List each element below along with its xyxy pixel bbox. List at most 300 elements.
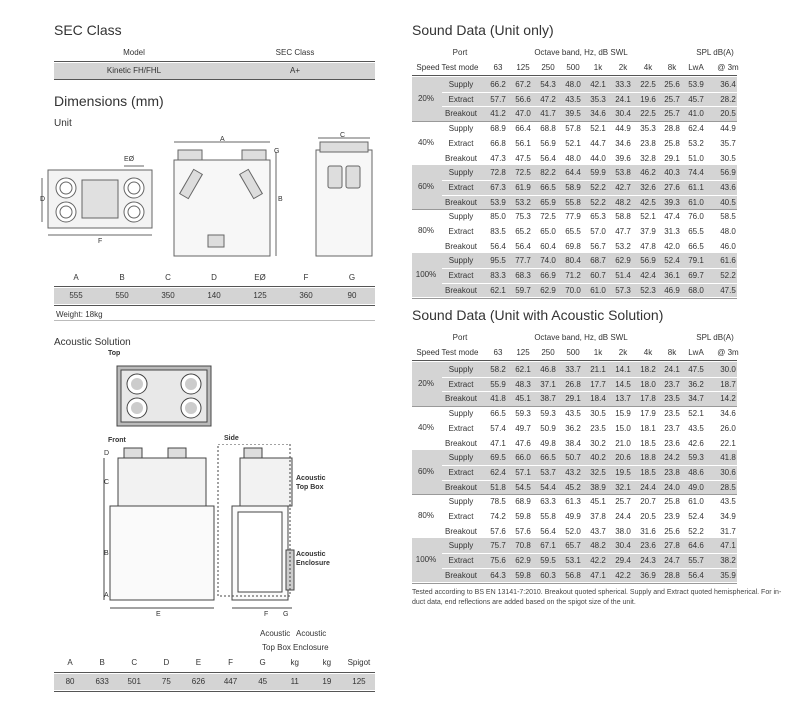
sound-value: 56.4 <box>688 570 704 580</box>
sound-value: 42.2 <box>615 570 631 580</box>
sound-value: 71.2 <box>565 271 581 281</box>
dim-value: 140 <box>207 291 221 300</box>
row-divider <box>442 106 737 107</box>
row-divider <box>442 136 737 137</box>
acoustic-hdr-top1: Acoustic <box>260 629 291 638</box>
sound-value: 57.1 <box>515 467 531 477</box>
sound-value: 37.8 <box>590 512 606 521</box>
sound-value: 51.4 <box>615 271 631 281</box>
sound-value: 25.8 <box>664 497 680 507</box>
group-divider <box>412 583 737 584</box>
sound-value: 20.5 <box>640 512 656 521</box>
sound-value: 53.9 <box>688 80 704 89</box>
test-mode-label: Supply <box>448 256 474 266</box>
sound-value: 23.6 <box>640 541 656 551</box>
sound-value: 42.4 <box>640 271 656 281</box>
sound-value: 52.1 <box>688 409 704 419</box>
sound-value: 82.2 <box>540 168 556 178</box>
sound-value: 51.0 <box>688 153 704 163</box>
acoustic-letter-a: A <box>104 592 109 599</box>
acoustic-letter-d: D <box>104 450 110 457</box>
sound-band-header: @ 3m <box>717 348 739 357</box>
dim-value: 125 <box>253 291 267 300</box>
sound-port-header: Port <box>452 48 468 57</box>
sound-value: 23.6 <box>664 438 680 448</box>
sound-value: 37.9 <box>640 227 656 236</box>
acoustic-value: 75 <box>161 677 171 686</box>
sound-value: 47.2 <box>540 94 556 104</box>
test-mode-label: Supply <box>448 541 474 551</box>
sound-value: 44.0 <box>590 153 606 163</box>
dim-letter-f: F <box>98 238 103 245</box>
sound-value: 17.8 <box>640 394 656 404</box>
acoustic-header: F <box>228 658 233 667</box>
sound-band-header: 4k <box>643 63 653 72</box>
acoustic-letter-b: B <box>104 550 109 557</box>
dim-letter-d: D <box>40 196 46 203</box>
sound-value: 72.5 <box>515 168 531 178</box>
acoustic-letter-e: E <box>156 611 161 618</box>
sound-value: 41.7 <box>540 109 556 119</box>
row-divider <box>442 224 737 225</box>
sound-value: 66.0 <box>515 453 531 463</box>
sound-band-header: 250 <box>541 348 555 357</box>
acoustic-letter-g: G <box>283 611 289 618</box>
sound-value: 59.8 <box>515 570 531 580</box>
speed-label: 20% <box>417 379 434 389</box>
acoustic-value: 447 <box>223 677 238 686</box>
dim-header: B <box>119 273 125 282</box>
sound-value: 25.6 <box>664 80 680 89</box>
sound-value: 18.2 <box>640 365 656 374</box>
group-divider <box>412 298 737 299</box>
sound-value: 23.5 <box>664 394 680 404</box>
sound-value: 36.2 <box>565 423 581 433</box>
row-divider <box>442 509 737 510</box>
sound-value: 68.9 <box>490 124 506 134</box>
sound-value: 14.5 <box>615 379 631 389</box>
dim-value: 350 <box>161 291 175 300</box>
sound-value: 38.7 <box>540 394 556 404</box>
sound-value: 52.1 <box>590 124 606 134</box>
sound-value: 53.7 <box>540 467 556 477</box>
acoustic-header: B <box>99 658 105 667</box>
sec-class-value: A+ <box>289 66 300 75</box>
sound-value: 32.5 <box>590 467 606 477</box>
sound-value: 18.8 <box>640 453 656 463</box>
test-mode-label: Extract <box>448 182 474 192</box>
sound-value: 39.5 <box>565 109 581 119</box>
sound-value: 58.2 <box>490 365 506 374</box>
test-mode-label: Breakout <box>444 241 478 251</box>
sound-value: 34.6 <box>720 409 736 419</box>
sound-value: 77.7 <box>515 256 531 266</box>
sec-model-value: Kinetic FH/FHL <box>106 66 162 75</box>
sound-value: 85.0 <box>490 212 506 222</box>
sound-value: 23.9 <box>664 512 680 521</box>
test-mode-label: Breakout <box>444 197 478 207</box>
sound-value: 49.9 <box>565 512 581 521</box>
dim-value: 90 <box>347 291 357 300</box>
unit-side-view <box>316 138 372 256</box>
sound-value: 47.1 <box>720 541 736 551</box>
sound-speed-header: Speed <box>416 348 440 357</box>
divider <box>54 286 375 287</box>
sound-value: 26.8 <box>565 379 581 389</box>
row-divider <box>442 436 737 437</box>
sound-value: 42.0 <box>664 241 680 251</box>
acoustic-value: 19 <box>322 677 332 686</box>
sound-value: 52.0 <box>565 526 581 536</box>
sound-test-header: Test mode <box>441 63 479 72</box>
sound-value: 55.9 <box>490 379 506 389</box>
sound-value: 48.3 <box>515 379 531 389</box>
sound-value: 25.7 <box>664 109 680 119</box>
dim-header-row <box>54 273 375 285</box>
sound-value: 36.2 <box>688 379 704 389</box>
sound-value: 52.4 <box>664 256 680 266</box>
sound-value: 59.8 <box>515 512 531 521</box>
divider <box>412 360 737 361</box>
sound-value: 41.8 <box>490 394 506 404</box>
sound-value: 29.4 <box>615 556 631 566</box>
sound-value: 37.1 <box>540 379 556 389</box>
sound-value: 23.5 <box>590 423 606 433</box>
sound-value: 18.1 <box>640 423 656 433</box>
sound-value: 55.7 <box>688 556 704 566</box>
sound-value: 43.5 <box>565 94 581 104</box>
sound-value: 28.2 <box>720 94 736 104</box>
sound-value: 26.0 <box>720 423 736 433</box>
sound-value: 40.2 <box>590 453 606 463</box>
sound-value: 62.9 <box>615 256 631 266</box>
sound-value: 54.5 <box>515 482 531 492</box>
sound-value: 30.0 <box>720 365 736 374</box>
dim-letter-a: A <box>220 136 225 143</box>
row-divider <box>442 391 737 392</box>
dim-letter-g: G <box>274 148 280 155</box>
acoustic-value: 125 <box>352 677 366 686</box>
test-mode-label: Extract <box>448 271 474 281</box>
sound-value: 31.3 <box>664 227 680 236</box>
sound-value: 66.9 <box>540 271 556 281</box>
acoustic-letter-f: F <box>264 611 269 618</box>
divider <box>54 305 375 306</box>
test-mode-label: Extract <box>448 94 474 104</box>
test-mode-label: Extract <box>448 379 474 389</box>
sound-value: 23.7 <box>664 379 680 389</box>
sound-band-header: 2k <box>618 63 628 72</box>
sound-value: 39.6 <box>615 153 631 163</box>
sound-value: 30.6 <box>720 467 736 477</box>
sound-value: 69.7 <box>688 271 704 281</box>
test-mode-label: Breakout <box>444 394 478 404</box>
sound-value: 46.9 <box>664 285 680 295</box>
sound-acoustic-title: Sound Data (Unit with Acoustic Solution) <box>412 307 664 323</box>
sec-title: SEC Class <box>54 22 122 38</box>
sound-value: 56.4 <box>515 241 531 251</box>
acoustic-value: 626 <box>191 677 206 686</box>
group-divider <box>412 209 737 210</box>
row-divider <box>442 568 737 569</box>
sound-value: 30.5 <box>720 153 736 163</box>
sound-value: 47.1 <box>590 570 606 580</box>
sound-speed-header: Speed <box>416 63 440 72</box>
test-note: Tested according to BS EN 13141-7:2010. Breakout quoted spherical. Supply and Extract quoted hemispherical. For in-duct data, end reflections are added based on the spigot size of the unit. <box>412 589 782 606</box>
sound-band-header: 125 <box>516 348 530 357</box>
sound-value: 62.1 <box>515 365 531 374</box>
sound-value: 28.8 <box>664 570 680 580</box>
sound-value: 53.9 <box>490 197 506 207</box>
sound-band-header: 2k <box>618 348 628 357</box>
sound-value: 41.0 <box>688 109 704 119</box>
sound-value: 74.2 <box>490 512 506 521</box>
sound-value: 42.6 <box>688 438 704 448</box>
sound-value: 49.8 <box>540 438 556 448</box>
sound-value: 68.7 <box>590 256 606 266</box>
sound-value: 65.0 <box>540 227 556 236</box>
speed-label: 80% <box>417 226 434 236</box>
sound-value: 44.7 <box>590 138 606 148</box>
sound-value: 58.5 <box>720 212 736 222</box>
test-mode-label: Supply <box>448 453 474 463</box>
sound-band-header: 63 <box>493 348 503 357</box>
sound-value: 47.5 <box>688 365 704 374</box>
test-mode-label: Supply <box>448 497 474 507</box>
dim-value-row <box>54 288 375 304</box>
sound-value: 43.6 <box>720 182 736 192</box>
sound-value: 62.4 <box>490 467 506 477</box>
sound-value: 54.4 <box>540 482 556 492</box>
sound-value: 75.6 <box>490 556 506 566</box>
row-divider <box>442 239 737 240</box>
sound-value: 50.7 <box>565 453 581 463</box>
test-mode-label: Extract <box>448 512 474 521</box>
sound-value: 47.8 <box>640 241 656 251</box>
group-divider <box>412 121 737 122</box>
sound-value: 65.3 <box>590 212 606 222</box>
sound-value: 76.0 <box>688 212 704 222</box>
acoustic-header: kg <box>290 658 299 667</box>
test-mode-label: Extract <box>448 467 474 477</box>
sound-unit-title: Sound Data (Unit only) <box>412 22 554 38</box>
unit-top-view <box>42 166 152 235</box>
divider <box>54 320 375 321</box>
row-divider <box>442 92 737 93</box>
enclosure-line-2: Enclosure <box>296 560 330 567</box>
sound-value: 61.0 <box>590 285 606 295</box>
sound-value: 65.5 <box>688 227 704 236</box>
sound-value: 56.9 <box>640 256 656 266</box>
divider <box>54 672 375 673</box>
speed-label: 60% <box>417 467 434 477</box>
sound-value: 21.0 <box>615 438 631 448</box>
sound-value: 42.1 <box>590 80 606 89</box>
dim-header: F <box>303 273 309 282</box>
sound-value: 80.4 <box>565 256 581 266</box>
sound-value: 30.2 <box>590 438 606 448</box>
sound-value: 25.7 <box>664 94 680 104</box>
sound-value: 18.5 <box>640 467 656 477</box>
sound-value: 65.7 <box>565 541 581 551</box>
sound-value: 30.4 <box>615 541 631 551</box>
test-mode-label: Supply <box>448 80 474 89</box>
speed-label: 40% <box>417 138 434 148</box>
sound-value: 14.1 <box>615 365 631 374</box>
sound-value: 36.9 <box>640 570 656 580</box>
sound-value: 47.0 <box>515 109 531 119</box>
row-divider <box>442 524 737 525</box>
sound-value: 61.3 <box>565 497 581 507</box>
sound-value: 61.1 <box>688 182 704 192</box>
sound-band-header: 4k <box>643 348 653 357</box>
sound-value: 61.0 <box>688 197 704 207</box>
sound-value: 29.1 <box>565 394 581 404</box>
sound-value: 56.6 <box>515 94 531 104</box>
sound-value: 35.7 <box>720 138 736 148</box>
acoustic-header: G <box>259 658 266 667</box>
sound-value: 69.5 <box>490 453 506 463</box>
divider <box>412 75 737 76</box>
test-mode-label: Supply <box>448 212 474 222</box>
sound-value: 56.4 <box>490 241 506 251</box>
acoustic-hdr-mid1: Top Box <box>262 643 291 652</box>
sound-value: 59.5 <box>540 556 556 566</box>
sound-value: 44.9 <box>615 124 631 134</box>
sound-band-header: LwA <box>688 63 704 72</box>
sound-value: 43.5 <box>688 423 704 433</box>
sound-value: 62.1 <box>490 285 506 295</box>
acoustic-title: Acoustic Solution <box>54 337 131 348</box>
sound-value: 41.2 <box>490 109 506 119</box>
sound-value: 55.8 <box>565 197 581 207</box>
sound-value: 66.5 <box>688 241 704 251</box>
sound-value: 95.5 <box>490 256 506 266</box>
unit-front-view <box>174 142 276 256</box>
sound-value: 44.9 <box>720 124 736 134</box>
sound-value: 41.8 <box>720 453 736 463</box>
sound-value: 45.1 <box>590 497 606 507</box>
sound-value: 18.0 <box>640 379 656 389</box>
acoustic-hdr-mid2: Enclosure <box>293 643 329 652</box>
sound-value: 53.2 <box>688 138 704 148</box>
sound-value: 48.6 <box>688 467 704 477</box>
sound-value: 21.1 <box>590 365 606 374</box>
sound-value: 45.2 <box>565 482 581 492</box>
divider <box>54 691 375 692</box>
sound-value: 59.3 <box>515 409 531 419</box>
dim-letter-b: B <box>278 196 283 203</box>
sound-value: 20.6 <box>615 453 631 463</box>
sound-value: 43.7 <box>590 526 606 536</box>
sound-value: 66.5 <box>540 453 556 463</box>
sound-value: 74.4 <box>688 168 704 178</box>
acoustic-value: 633 <box>95 677 109 686</box>
sound-value: 52.2 <box>688 526 704 536</box>
sound-value: 38.4 <box>565 438 581 448</box>
acoustic-header: kg <box>322 658 332 667</box>
sound-band-header: 500 <box>566 63 580 72</box>
sound-value: 52.2 <box>720 271 736 281</box>
sound-value: 46.8 <box>540 365 556 374</box>
sound-value: 17.9 <box>640 409 656 419</box>
speed-label: 20% <box>417 94 434 104</box>
row-divider <box>442 421 737 422</box>
sound-value: 35.3 <box>590 94 606 104</box>
sound-octave-header: Octave band, Hz, dB SWL <box>534 333 628 342</box>
sound-value: 66.5 <box>490 409 506 419</box>
sound-value: 57.6 <box>490 526 506 536</box>
sound-band-header: LwA <box>688 348 704 357</box>
row-divider <box>442 151 737 152</box>
acoustic-header: A <box>67 658 73 667</box>
test-mode-label: Extract <box>448 423 474 433</box>
sound-value: 18.7 <box>720 379 736 389</box>
acoustic-front-label: Front <box>108 437 126 444</box>
acoustic-top-drawing <box>115 362 215 432</box>
sound-value: 49.0 <box>688 482 704 492</box>
sound-value: 28.8 <box>664 124 680 134</box>
sound-value: 32.1 <box>615 482 631 492</box>
sound-value: 57.3 <box>615 285 631 295</box>
sound-value: 52.2 <box>590 182 606 192</box>
sound-spl-header: SPL dB(A) <box>696 48 734 57</box>
sound-value: 50.9 <box>540 423 556 433</box>
sound-value: 52.4 <box>688 512 704 521</box>
dim-header: G <box>348 273 356 282</box>
row-divider <box>442 553 737 554</box>
sound-value: 56.4 <box>540 526 556 536</box>
sound-value: 67.1 <box>540 541 556 551</box>
sound-value: 57.7 <box>490 94 506 104</box>
sound-value: 48.2 <box>590 541 606 551</box>
speed-label: 80% <box>417 511 434 521</box>
sound-value: 47.5 <box>720 285 736 295</box>
test-mode-label: Extract <box>448 227 474 236</box>
top-box-line-1: Acoustic <box>296 475 326 482</box>
sound-band-header: 1k <box>593 348 603 357</box>
sound-value: 24.2 <box>664 453 680 463</box>
sound-value: 56.9 <box>720 168 736 178</box>
sound-value: 30.4 <box>615 109 631 119</box>
sound-value: 24.0 <box>664 482 680 492</box>
dim-value: 550 <box>115 291 129 300</box>
sound-value: 43.5 <box>720 497 736 507</box>
sound-value: 78.5 <box>490 497 506 507</box>
sound-value: 47.5 <box>515 153 531 163</box>
sec-table-row <box>54 63 375 79</box>
sound-value: 72.5 <box>540 212 556 222</box>
sound-value: 62.9 <box>540 285 556 295</box>
sound-value: 43.5 <box>565 409 581 419</box>
sound-value: 47.4 <box>664 212 680 222</box>
sound-value: 54.3 <box>540 80 556 89</box>
sound-value: 59.9 <box>590 168 606 178</box>
sound-value: 19.5 <box>615 467 631 477</box>
sound-value: 83.3 <box>490 271 506 281</box>
sound-value: 63.3 <box>540 497 556 507</box>
acoustic-hdr-top2: Acoustic <box>296 629 327 638</box>
sound-value: 24.4 <box>615 512 631 521</box>
sound-value: 52.1 <box>565 138 581 148</box>
sound-value: 48.0 <box>565 153 581 163</box>
sound-value: 70.8 <box>515 541 531 551</box>
sound-value: 62.4 <box>688 124 704 134</box>
sound-value: 20.5 <box>720 109 736 119</box>
sound-value: 56.8 <box>565 570 581 580</box>
sound-value: 53.8 <box>615 168 631 178</box>
sound-value: 34.7 <box>688 394 704 404</box>
